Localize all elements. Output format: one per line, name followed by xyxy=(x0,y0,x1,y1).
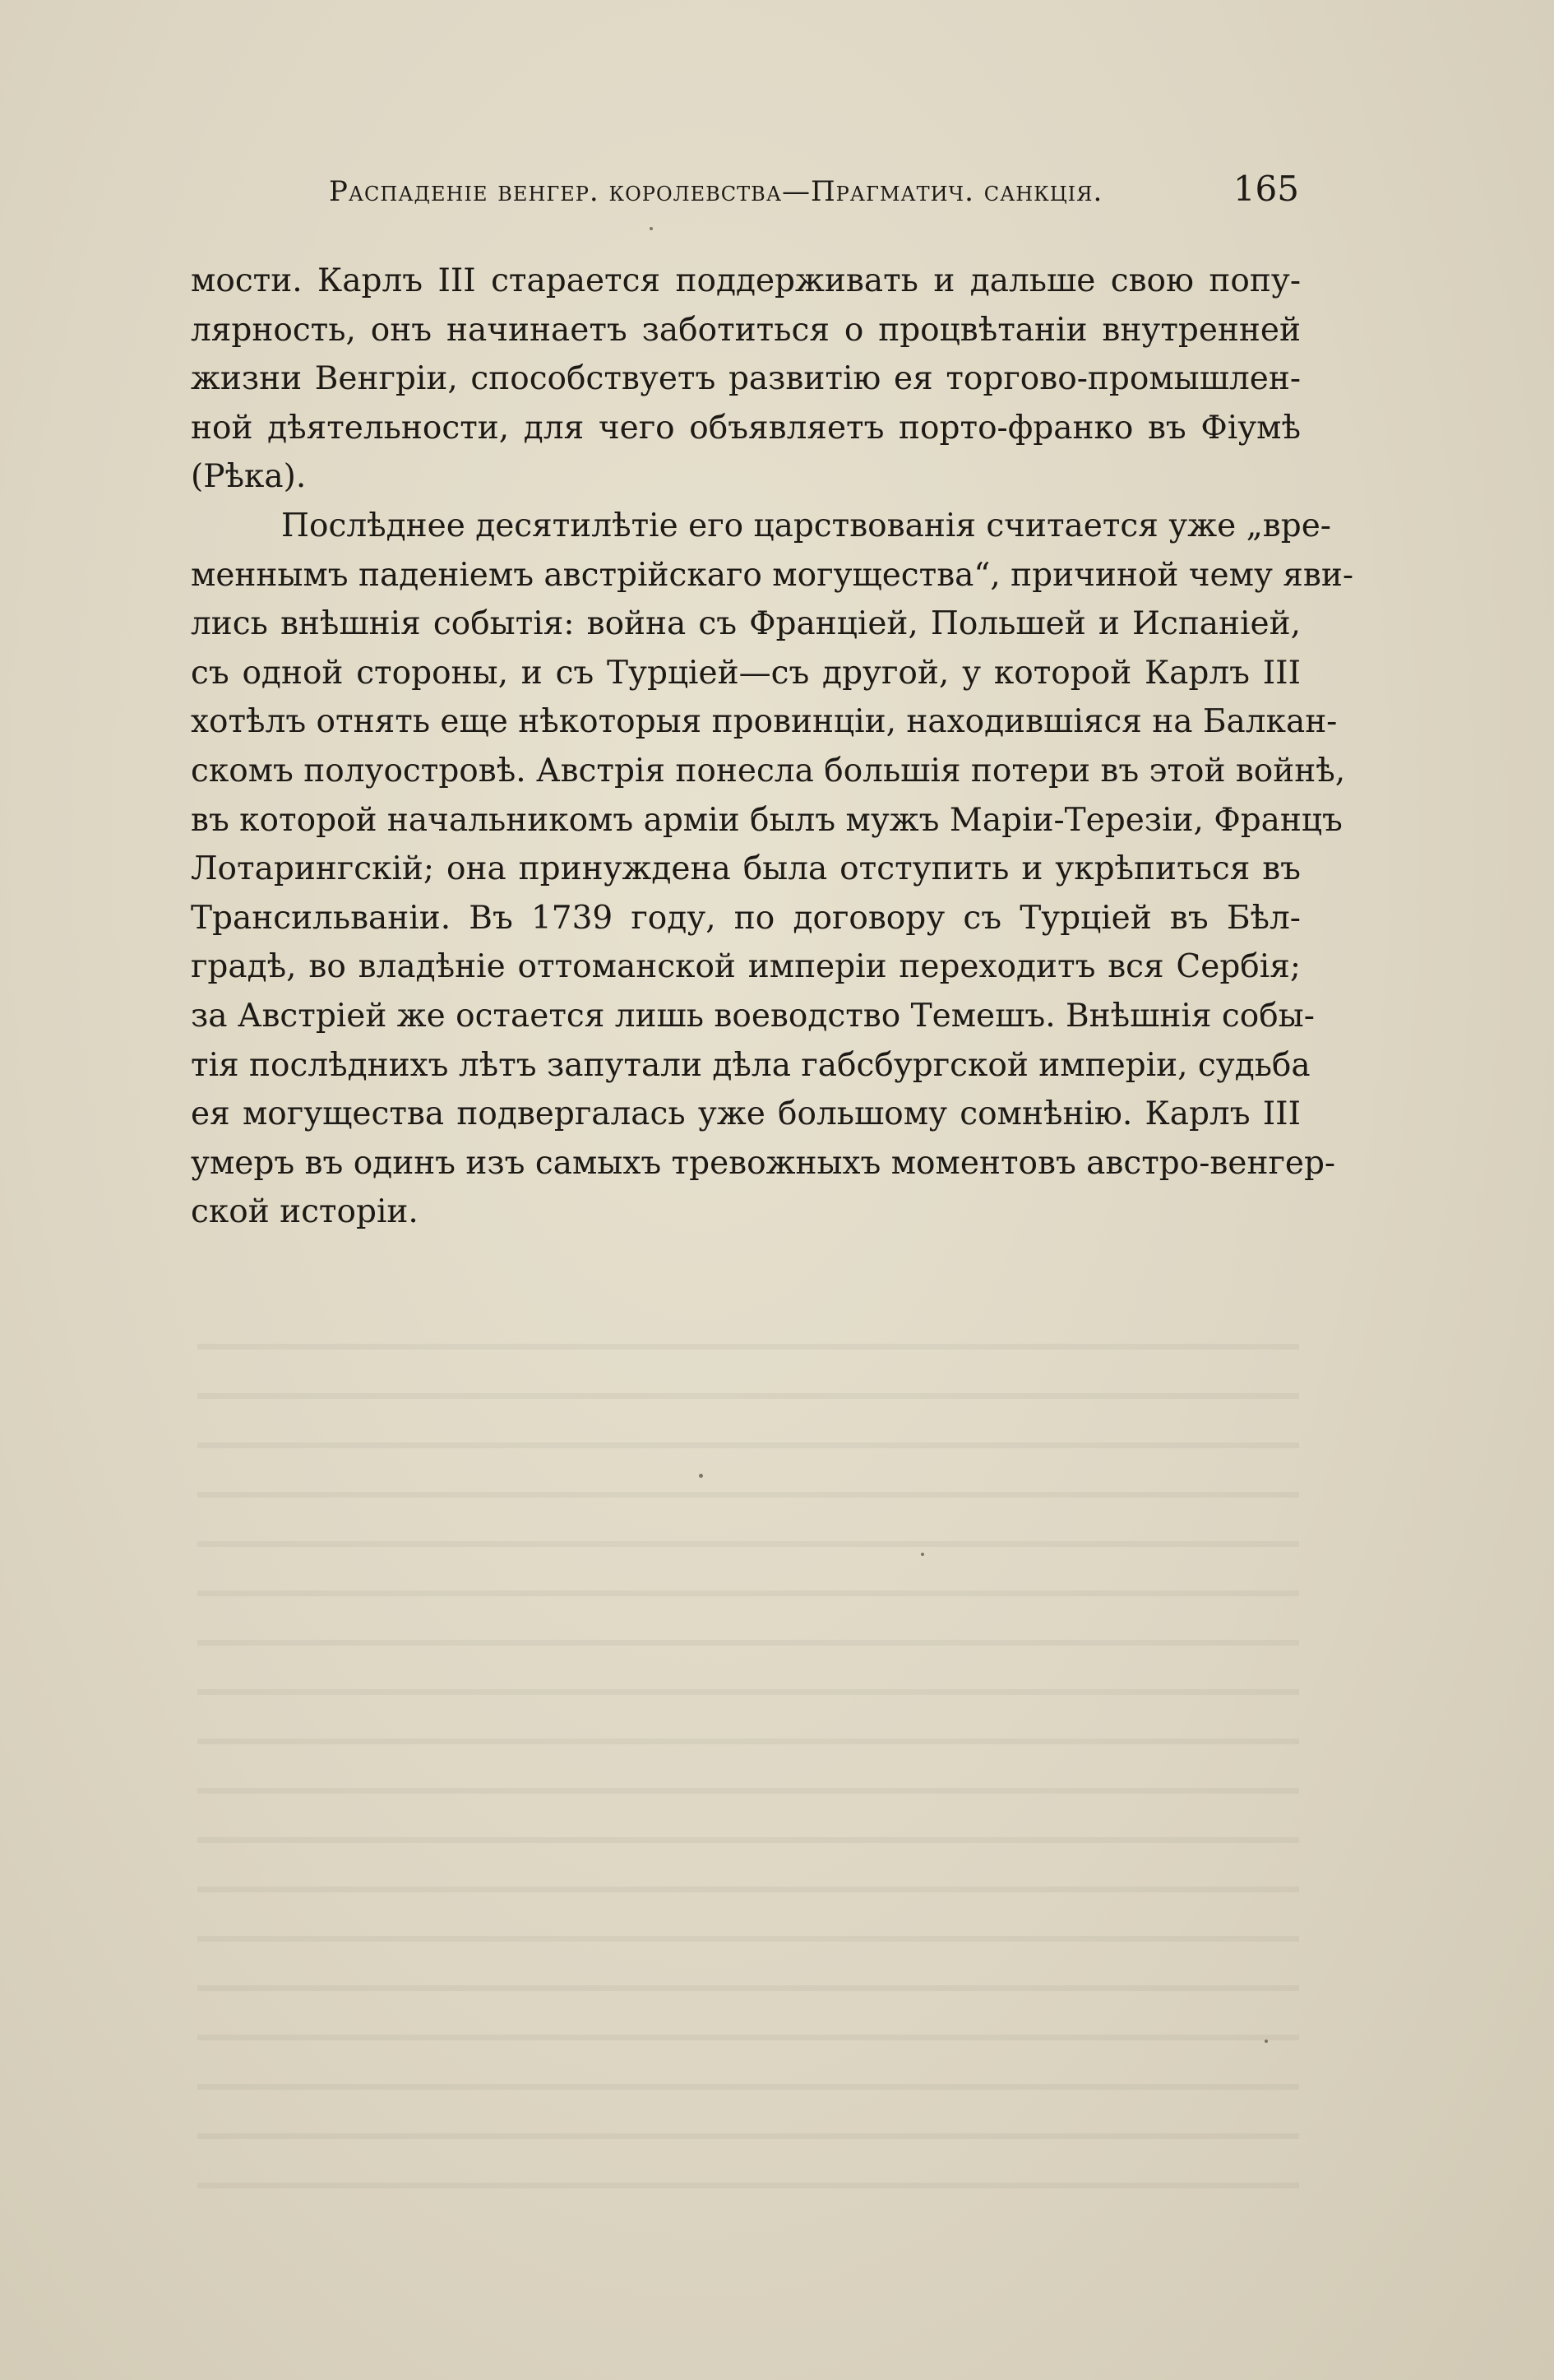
text-line: меннымъ паденіемъ австрійскаго могущества“, причиной чему яви- xyxy=(191,556,1354,594)
ink-speck xyxy=(1265,2040,1268,2043)
reverse-side-bleed-through xyxy=(197,1324,1299,2220)
text-line: мости. Карлъ III старается поддерживать и дальше свою попу- xyxy=(191,262,1301,299)
text-line: лярность, онъ начинаетъ заботиться о процвѣтаніи внутренней xyxy=(191,311,1301,349)
text-line: Послѣднее десятилѣтіе его царствованія считается уже „вре- xyxy=(281,507,1331,544)
text-line: ской исторіи. xyxy=(191,1193,419,1231)
text-line: ея могущества подвергалась уже большому сомнѣнію. Карлъ III xyxy=(191,1095,1301,1133)
page-header xyxy=(329,169,1299,218)
ink-speck xyxy=(650,227,653,230)
text-line: за Австріей же остается лишь воеводство Темешъ. Внѣшнія собы- xyxy=(191,997,1315,1035)
text-line: (Рѣка). xyxy=(191,458,307,496)
text-line: ной дѣятельности, для чего объявляетъ порто-франко въ Фіумѣ xyxy=(191,409,1301,447)
text-line: съ одной стороны, и съ Турціей—съ другой, у которой Карлъ III xyxy=(191,654,1301,692)
page-number: 165 xyxy=(1233,169,1299,209)
text-line: градѣ, во владѣніе оттоманской имперіи переходитъ вся Сербія; xyxy=(191,948,1301,986)
paragraph-2 xyxy=(191,502,1354,1237)
text-line: тія послѣднихъ лѣтъ запутали дѣла габсбургской имперіи, судьба xyxy=(191,1046,1311,1084)
text-line: въ которой начальникомъ арміи былъ мужъ Маріи-Терезіи, Францъ xyxy=(191,801,1343,839)
running-title: Распаденіе венгер. королевства—Прагматич. санкція. xyxy=(329,175,1103,208)
text-line: хотѣлъ отнять еще нѣкоторыя провинціи, находившіяся на Балкан- xyxy=(191,703,1338,741)
text-line: скомъ полуостровѣ. Австрія понесла большія потери въ этой войнѣ, xyxy=(191,752,1346,789)
ink-speck xyxy=(921,1553,924,1556)
text-line: жизни Венгріи, способствуетъ развитію ея торгово-промышлен- xyxy=(191,360,1301,398)
text-line: Лотарингскій; она принуждена была отступить и укрѣпиться въ xyxy=(191,850,1301,888)
paragraph-1 xyxy=(191,257,1301,502)
text-line: лись внѣшнія событія: война съ Франціей, Польшей и Испаніей, xyxy=(191,605,1301,643)
ink-speck xyxy=(699,1474,703,1478)
body-text xyxy=(191,257,1354,1237)
text-line: Трансильваніи. Въ 1739 году, по договору съ Турціей въ Бѣл- xyxy=(191,899,1301,937)
text-line: умеръ въ одинъ изъ самыхъ тревожныхъ моментовъ австро-венгер- xyxy=(191,1144,1336,1182)
